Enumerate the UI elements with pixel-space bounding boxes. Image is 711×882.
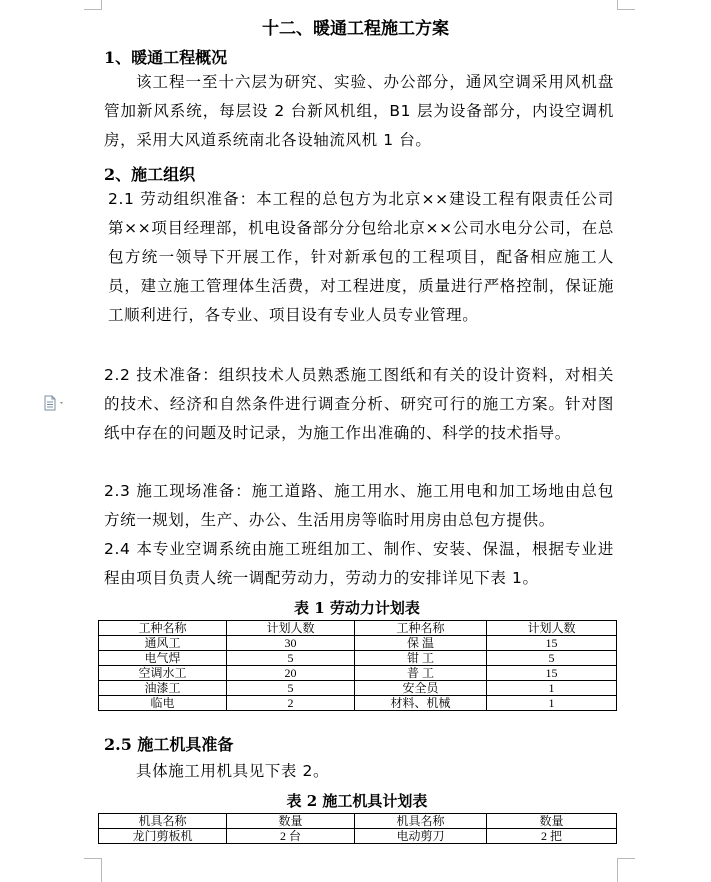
table-header-cell: 数量: [487, 814, 617, 829]
table-header-cell: 机具名称: [99, 814, 227, 829]
table-row: [99, 829, 617, 844]
table-cell: 30: [227, 636, 355, 651]
document-icon-svg: [43, 395, 69, 411]
table-cell: 15: [487, 636, 617, 651]
table-header-cell: 数量: [227, 814, 355, 829]
table-cell: 通风工: [99, 636, 227, 651]
labor-plan-table: [98, 620, 617, 711]
table-cell: 5: [487, 651, 617, 666]
table-cell: 1: [487, 696, 617, 711]
section-1-heading: 1、暖通工程概况: [104, 48, 228, 67]
table-cell: 15: [487, 666, 617, 681]
table-cell: 钳 工: [355, 651, 487, 666]
table-cell: 保 温: [355, 636, 487, 651]
table-header-cell: 工种名称: [99, 621, 227, 636]
table-header-cell: 工种名称: [355, 621, 487, 636]
section-2-2-paragraph: 2.2 技术准备：组织技术人员熟悉施工图纸和有关的设计资料，对相关的技术、经济和自然条件进行调查分析、研究可行的施工方案。针对图纸中存在的问题及时记录，为施工作出准确的、科学的技术指导。: [104, 366, 614, 442]
table-row: [99, 651, 617, 666]
table-cell: 2: [227, 696, 355, 711]
table-cell: 电气焊: [99, 651, 227, 666]
table-cell: 5: [227, 681, 355, 696]
table-header-cell: 计划人数: [227, 621, 355, 636]
page-title: 十二、暖通工程施工方案: [262, 19, 449, 39]
section-2-1-paragraph: 2.1 劳动组织准备：本工程的总包方为北京××建设工程有限责任公司第××项目经理部，机电设备部分分包给北京××公司水电分公司，在总包方统一领导下开展工作，针对新承包的工程项目，配备相应施工人员，建立施工管理体生活费，对工程进度，质量进行严格控制，保证施工顺利进行，各专业、项目设有专业人员专业管理。: [108, 190, 614, 324]
table-row: [99, 636, 617, 651]
table-cell: 电动剪刀: [355, 829, 487, 844]
table-cell: 2 台: [227, 829, 355, 844]
equipment-plan-table: [98, 813, 617, 844]
table-2-caption: 表 2 施工机具计划表: [286, 792, 428, 810]
section-1-paragraph: 该工程一至十六层为研究、实验、办公部分，通风空调采用风机盘管加新风系统，每层设 2 台新风机组，B1 层为设备部分，内设空调机房，采用大风道系统南北各设轴流风机 1 台。: [104, 73, 614, 149]
table-cell: 20: [227, 666, 355, 681]
table-cell: 1: [487, 681, 617, 696]
table-cell: 材料、机械: [355, 696, 487, 711]
table-cell: 临电: [99, 696, 227, 711]
document-icon[interactable]: [43, 395, 69, 411]
table-cell: 龙门剪板机: [99, 829, 227, 844]
table-cell: 5: [227, 651, 355, 666]
table-cell: 空调水工: [99, 666, 227, 681]
table-header-cell: 计划人数: [487, 621, 617, 636]
table-cell: 油漆工: [99, 681, 227, 696]
section-2-4-paragraph: 2.4 本专业空调系统由施工班组加工、制作、安装、保温，根据专业进程由项目负责人统一调配劳动力，劳动力的安排详见下表 1。: [104, 540, 614, 587]
table-header-cell: 机具名称: [355, 814, 487, 829]
table-row: [99, 681, 617, 696]
table-header-row: [99, 814, 617, 829]
table-cell: 普 工: [355, 666, 487, 681]
section-2-heading: 2、施工组织: [104, 165, 196, 184]
table-header-row: [99, 621, 617, 636]
table-cell: 2 把: [487, 829, 617, 844]
section-2-5-paragraph: 具体施工用机具见下表 2。: [136, 762, 330, 780]
section-2-3-paragraph: 2.3 施工现场准备：施工道路、施工用水、施工用电和加工场地由总包方统一规划，生产、办公、生活用房等临时用房由总包方提供。: [104, 482, 614, 529]
section-2-5-heading: 2.5 施工机具准备: [104, 735, 234, 754]
table-1-caption: 表 1 劳动力计划表: [294, 599, 420, 617]
table-row: [99, 666, 617, 681]
table-cell: 安全员: [355, 681, 487, 696]
table-row: [99, 696, 617, 711]
